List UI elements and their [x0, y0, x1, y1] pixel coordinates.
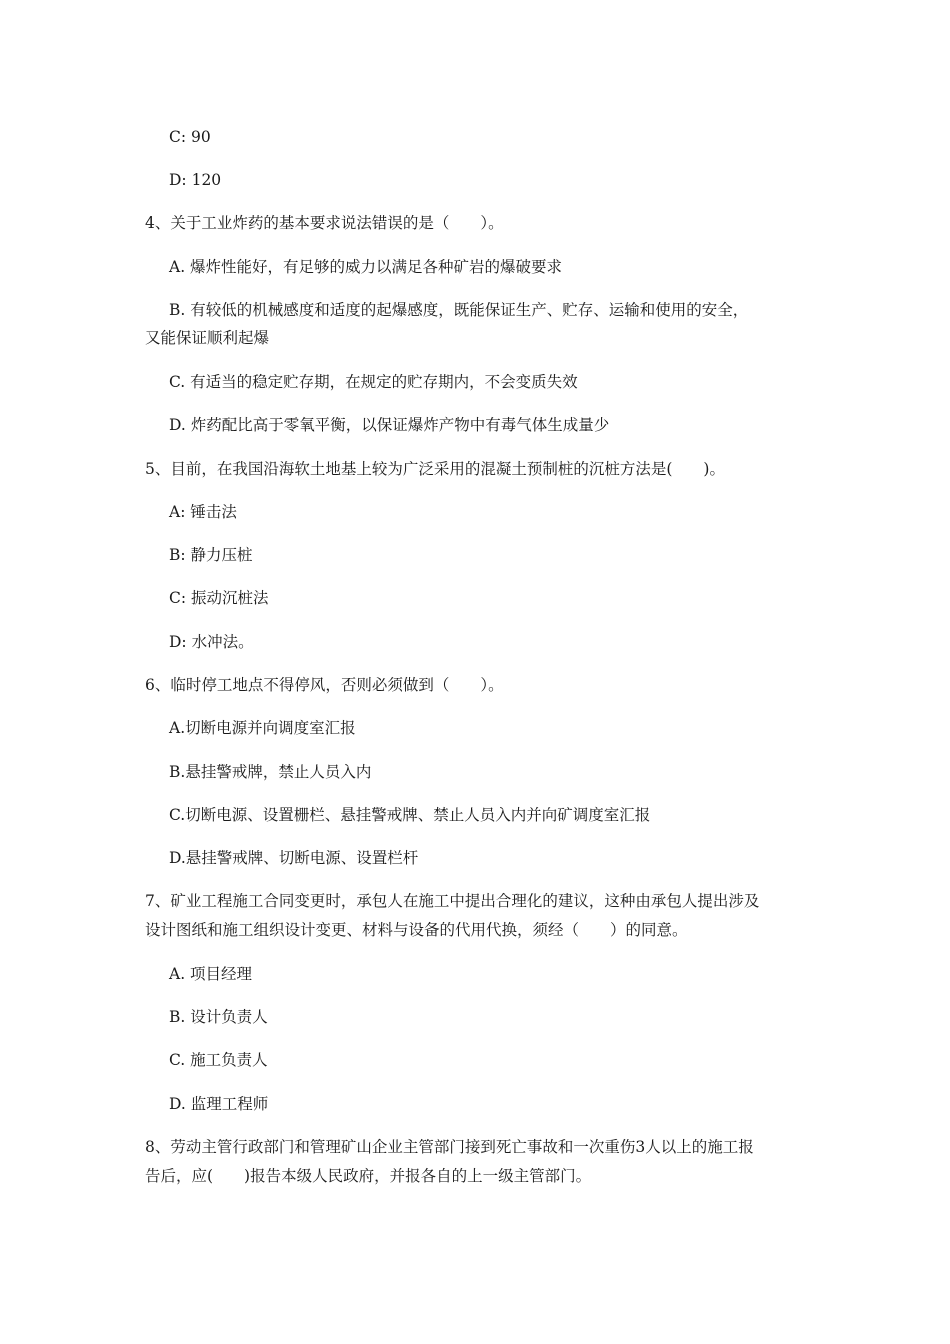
option-7d: D. 监理工程师	[169, 1095, 269, 1113]
option-7a: A. 项目经理	[169, 965, 253, 983]
question-4: 4、关于工业炸药的基本要求说法错误的是（ ）。	[145, 214, 504, 232]
option-5c: C: 振动沉桩法	[169, 589, 269, 607]
option-7c: C. 施工负责人	[169, 1051, 268, 1069]
option-6a: A.切断电源并向调度室汇报	[169, 719, 356, 737]
option-4c: C. 有适当的稳定贮存期，在规定的贮存期内，不会变质失效	[169, 373, 578, 391]
option-4d: D. 炸药配比高于零氧平衡，以保证爆炸产物中有毒气体生成量少	[169, 416, 610, 434]
option-3d: D: 120	[169, 171, 222, 189]
question-7: 7、矿业工程施工合同变更时，承包人在施工中提出合理化的建议，这种由承包人提出涉及	[145, 892, 760, 910]
question-6: 6、临时停工地点不得停风，否则必须做到（ ）。	[145, 676, 504, 694]
option-3c: C: 90	[169, 128, 211, 146]
option-5b: B: 静力压桩	[169, 546, 253, 564]
option-7b: B. 设计负责人	[169, 1008, 268, 1026]
option-4b-continuation: 又能保证顺利起爆	[145, 329, 270, 347]
option-6b: B.悬挂警戒牌，禁止人员入内	[169, 763, 372, 781]
question-8: 8、劳动主管行政部门和管理矿山企业主管部门接到死亡事故和一次重伤3人以上的施工报	[145, 1138, 754, 1156]
option-4b: B. 有较低的机械感度和适度的起爆感度，既能保证生产、贮存、运输和使用的安全，	[169, 301, 749, 319]
option-5a: A: 锤击法	[169, 503, 237, 521]
option-6d: D.悬挂警戒牌、切断电源、设置栏杆	[169, 849, 419, 867]
option-6c: C.切断电源、设置栅栏、悬挂警戒牌、禁止人员入内并向矿调度室汇报	[169, 806, 651, 824]
question-7-continuation: 设计图纸和施工组织设计变更、材料与设备的代用代换，须经（ ）的同意。	[145, 921, 688, 939]
question-8-continuation: 告后，应( )报告本级人民政府，并报各自的上一级主管部门。	[145, 1167, 592, 1185]
option-5d: D: 水冲法。	[169, 633, 254, 651]
question-5: 5、目前，在我国沿海软土地基上较为广泛采用的混凝土预制桩的沉桩方法是( )。	[145, 460, 725, 478]
option-4a: A. 爆炸性能好，有足够的威力以满足各种矿岩的爆破要求	[169, 258, 563, 276]
